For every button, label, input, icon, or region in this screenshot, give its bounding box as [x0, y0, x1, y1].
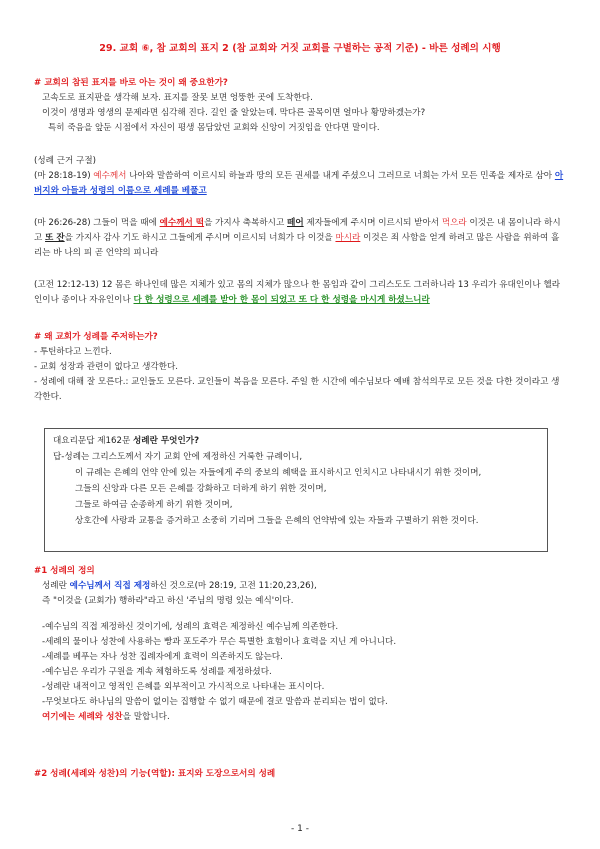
scripture-matthew-26: (마 26:26-28) 그들이 먹을 때에 예수께서 떡을 가지사 축복하시고 떼어 제자들에게 주시며 이르시되 받아서 먹으라 이것은 내 몸이니라 하시고 또 잔을 가지사 감사 기도 하시고 그들에게 주시며 이르시되 너희가 다 이것을 마시라 이것은 죄 사함을 얻게 하려고 많은 사람을 위하여 흘리는 바 나의 피 곧 언약의 피니라	[34, 218, 561, 258]
list-item: -세례의 물이나 성찬에 사용하는 빵과 포도주가 무슨 특별한 효험이나 효력을 지닌 게 아니니다.	[42, 637, 397, 647]
catechism-answer: 답-성례는 그리스도께서 자기 교회 안에 제정하신 거룩한 규례이니,	[53, 452, 303, 462]
definition-line: 즉 "이것을 (교회가) 행하라"라고 하신 '주님의 명령 있는 예식'이다.	[42, 596, 294, 606]
section-heading: #1 성례의 정의	[34, 566, 95, 576]
list-item: - 성례에 대해 잘 모른다.: 교인들도 모른다. 교인들이 복음을 모른다. 주일 한 시간에 예수님보다 예배 참석의무로 모든 것을 다한 것이라고 생각한다.	[34, 377, 560, 402]
list-item: - 투틴하다고 느낀다.	[34, 347, 112, 357]
catechism-question: 대요리문답 제162문 성례란 무엇인가?	[53, 436, 200, 446]
catechism-line: 그들의 신앙과 다른 모든 은혜를 강화하고 더하게 하기 위한 것이며,	[75, 484, 327, 494]
section-heading: # 왜 교회가 성례를 주저하는가?	[34, 332, 158, 342]
list-item: - 교회 성장과 관련이 없다고 생각한다.	[34, 362, 179, 372]
section-heading: #2 성례(세례와 성찬)의 기능(역할): 표지와 도장으로서의 성례	[34, 769, 276, 779]
paragraph-line: 이것이 생명과 영생의 문제라면 심각해 진다. 길인 줄 알았는데. 막다른 골목이면 얼마나 황망하겠는가?	[42, 108, 426, 118]
scripture-corinthians: (고전 12:12-13) 12 몸은 하나인데 많은 지체가 있고 몸의 지체가 많으나 한 몸임과 같이 그리스도도 그러하니라 13 우리가 유대인이나 헬라인이나 종이나 자유인이나 다 한 성령으로 세례를 받아 한 몸이 되었고 또 다 한 성령을 마시게 하셨느니라	[34, 280, 561, 305]
definition-list	[34, 620, 566, 725]
section-importance	[34, 76, 566, 136]
list-item: -성례란 내적이고 영적인 은혜를 외부적이고 가시적으로 나타내는 표시이다.	[42, 682, 325, 692]
paragraph-line: 고속도로 표지판을 생각해 보자. 표지를 잘못 보면 엉뚱한 곳에 도착한다.	[42, 93, 313, 103]
section-heading: # 교회의 참된 표지를 바로 아는 것이 왜 중요한가?	[34, 78, 228, 88]
catechism-line: 이 규례는 은혜의 언약 안에 있는 자들에게 주의 중보의 혜택을 표시하시고 인치시고 나타내시기 위한 것이며,	[75, 468, 482, 478]
catechism-line: 상호간에 사랑과 교통을 증거하고 소중히 기리며 그들을 은혜의 언약밖에 있는 자들과 구별하기 위한 것이다.	[75, 516, 479, 526]
section-function	[34, 767, 566, 782]
page-number: - 1 -	[291, 824, 309, 834]
paragraph-line: 특히 죽음을 앞둔 시점에서 자신이 평생 몸담았던 교회와 신앙이 거짓임을 안다면 말이다.	[48, 123, 380, 133]
scripture-matthew-28: (마 28:18-19) 예수께서 나아와 말씀하여 이르시되 하늘과 땅의 모든 권세를 내게 주셨으니 그러므로 너희는 가서 모든 민족을 제자로 삼아 아버지와 아들과 성령의 이름으로 세례를 베풀고	[34, 171, 564, 196]
catechism-box	[44, 428, 548, 552]
list-item: -무엇보다도 하나님의 말씀이 없이는 집행할 수 없기 때문에 결코 말씀과 분리되는 법이 없다.	[42, 697, 388, 707]
summary-line: 여기에는 세례와 성찬을 말합니다.	[42, 712, 170, 722]
definition-line: 성례란 예수님께서 직접 제정하신 것으로(마 28:19, 고전 11:20,23,26),	[42, 581, 317, 591]
section-hesitation	[34, 330, 566, 405]
list-item: -세례를 베푸는 자나 성찬 집례자에게 효력이 의존하지도 않는다.	[42, 652, 283, 662]
catechism-line: 그들로 하여금 순종하게 하기 위한 것이며,	[75, 500, 233, 510]
scripture-label: (성례 근거 구절)	[34, 156, 96, 166]
list-item: -예수님은 우리가 구원을 계속 체험하도록 성례를 제정하셨다.	[42, 667, 272, 677]
page-title: 29. 교회 ⑥, 참 교회의 표지 2 (참 교회와 거짓 교회를 구별하는 공적 기준) - 바른 성례의 시행	[99, 43, 501, 54]
section-definition	[34, 564, 566, 609]
scripture-section	[34, 154, 566, 199]
list-item: -예수님의 직접 제정하신 것이기에, 성례의 효력은 제정하신 예수님께 의존한다.	[42, 622, 339, 632]
